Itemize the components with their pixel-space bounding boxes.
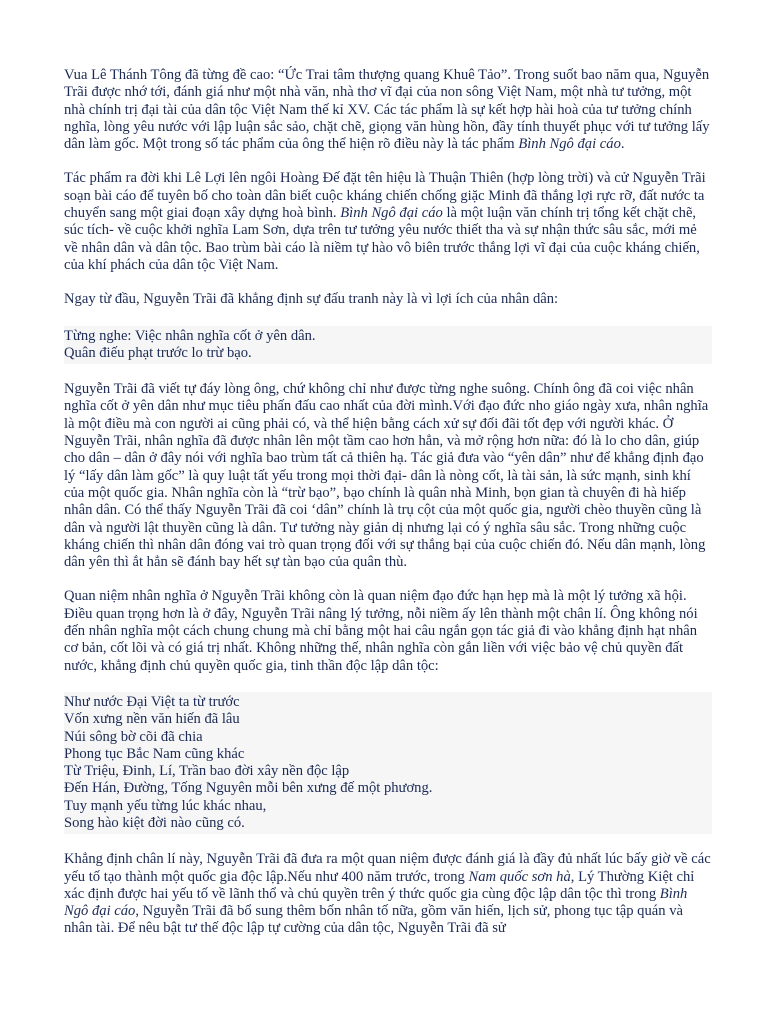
quote-line: Phong tục Bắc Nam cũng khác (64, 745, 245, 762)
work-title: Bình Ngô đại cáo (518, 136, 621, 153)
quote-line: Quân điếu phạt trước lo trừ bạo. (64, 344, 252, 361)
context-paragraph (64, 170, 712, 274)
conclusion-paragraph (64, 851, 712, 937)
quote-block-1 (64, 326, 712, 365)
text-run: Khẳng định chân lí này, Nguyễn Trãi đã đưa ra một quan niệm được đánh giá là đầy đủ nhất lúc bấy giờ về các yếu tố tạo thành một quốc gia độc lập.Nếu như 400 năm trước, trong (64, 851, 711, 885)
quote-line: Tuy mạnh yếu từng lúc khác nhau, (64, 797, 267, 814)
text-run: . (620, 136, 625, 153)
text-run: , Lý Thường Kiệt chỉ xác định được hai yếu tố về lãnh thổ và chủ quyền trên ý thức quốc gia cùng độc lập dân tộc thì trong (64, 868, 695, 902)
analysis-paragraph: Nguyễn Trãi đã viết tự đáy lòng ông, chứ không chỉ như được từng nghe suông. Chính ông đã coi việc nhân nghĩa cốt ở yên dân như mục tiêu phấn đấu cao nhất của đời mình.Với đạo đức nho giáo ngày xưa, nhân nghĩa là một điều mà con người ai cũng phải có, và thể hiện bằng cách xử sự đối đãi tốt đẹp với người khác. Ở Nguyễn Trãi, nhân nghĩa đã được nhân lên một tầm cao hơn hẳn, và mở rộng hơn nữa: đó là lo cho dân, giúp cho dân – dân ở đây nói với nghĩa bao trùm tất cả thiên hạ. Tác giả đưa vào “yên dân” như để khẳng định đạo lý “lấy dân làm gốc” là quy luật tất yếu trong mọi thời đại- dân là nòng cốt, là tài sản, là sức mạnh, sinh khí của một quốc gia. Nhân nghĩa còn là “trừ bạo”, bạo chính là quân nhà Minh, bọn gian tà chuyên đi hà hiếp nhân dân. Có thể thấy Nguyễn Trãi đã coi ‘dân” chính là trụ cột của một quốc gia, người chèo thuyền cũng là dân và người lật thuyền cũng là dân. Tư tưởng này giản dị nhưng lại có ý nghĩa sâu sắc. Trong những cuộc kháng chiến thì nhân dân đóng vai trò quan trọng đối với sự thắng bại của cuộc chiến đó. Nếu dân mạnh, lòng dân yên thì ắt hẳn sẽ đánh bay hết sự tàn bạo của quân thù. (64, 381, 709, 571)
work-title: Bình Ngô đại cáo (64, 885, 688, 920)
quote-line: Núi sông bờ cõi đã chia (64, 728, 203, 745)
quote-line: Từ Triệu, Đinh, Lí, Trần bao đời xây nền độc lập (64, 763, 350, 780)
quote-line: Song hào kiệt đời nào cũng có. (64, 814, 245, 831)
quote-line: Vốn xưng nền văn hiến đã lâu (64, 711, 240, 728)
text-run: là một luận văn chính trị tổng kết chặt chẽ, súc tích- về cuộc khởi nghĩa Lam Sơn, dựa trên tư tưởng yêu nước thiết tha và sự nhận thức sâu sắc, mới mẻ về nhân dân và dân tộc. Bao trùm bài cáo là niềm tự hào vô biên trước thắng lợi vĩ đại của cuộc kháng chiến, của khí phách của dân tộc Việt Nam. (64, 205, 700, 273)
quote-line: Từng nghe: Việc nhân nghĩa cốt ở yên dân. (64, 327, 316, 344)
concept-paragraph: Quan niệm nhân nghĩa ở Nguyễn Trãi không còn là quan niệm đạo đức hạn hẹp mà là một lý tưởng xã hội. Điều quan trọng hơn là ở đây, Nguyễn Trãi nâng lý tưởng, nỗi niềm ấy lên thành một chân lí. Ông không nói đến nhân nghĩa một cách chung chung mà chỉ bằng một hai câu ngắn gọn tác giả đi vào khẳng định hạt nhân cơ bản, cốt lõi và có giá trị nhất. Không những thế, nhân nghĩa còn gắn liền với việc bảo vệ chủ quyền đất nước, khẳng định chủ quyền quốc gia, tinh thần độc lập dân tộc: (64, 588, 698, 674)
work-title: Nam quốc sơn hà (468, 868, 571, 885)
text-run: , Nguyễn Trãi đã bổ sung thêm bốn nhân tố nữa, gồm văn hiến, lịch sử, phong tục tập quán và nhân tài. Để nêu bật tư thế độc lập tự cường của dân tộc, Nguyễn Trãi đã sử (64, 903, 683, 937)
lead-in-paragraph: Ngay từ đầu, Nguyễn Trãi đã khẳng định sự đấu tranh này là vì lợi ích của nhân dân: (64, 291, 559, 308)
quote-line: Như nước Đại Việt ta từ trước (64, 693, 240, 710)
quote-line: Đến Hán, Đường, Tống Nguyên mỗi bên xưng đế một phương. (64, 780, 433, 797)
quote-block-2 (64, 692, 712, 834)
text-run: Tác phẩm ra đời khi Lê Lợi lên ngôi Hoàng Đế đặt tên hiệu là Thuận Thiên (hợp lòng trời) và cử Nguyễn Trãi soạn bài cáo để tuyên bố cho toàn dân biết cuộc kháng chiến chống giặc Minh đã thắng lợi rực rỡ, đất nước ta chuyển sang một giai đoạn xây dựng hoà bình. (64, 170, 706, 222)
text-run: Vua Lê Thánh Tông đã từng đề cao: “Ức Trai tâm thượng quang Khuê Tảo”. Trong suốt bao năm qua, Nguyễn Trãi được nhớ tới, đánh giá như một nhà văn, nhà thơ vĩ đại của non sông Việt Nam, một nhà tư tưởng, một nhà chính trị đại tài của dân tộc Việt Nam thế kỉ XV. Các tác phẩm là sự kết hợp hài hoà của tư tưởng chính nghĩa, lòng yêu nước với lập luận sắc sảo, chặt chẽ, giọng văn hùng hồn, đầy tính thuyết phục với tư tưởng lấy dân làm gốc. Một trong số tác phẩm của ông thể hiện rõ điều này là tác phẩm (64, 67, 710, 153)
work-title: Bình Ngô đại cáo (340, 205, 443, 222)
intro-paragraph (64, 67, 712, 153)
